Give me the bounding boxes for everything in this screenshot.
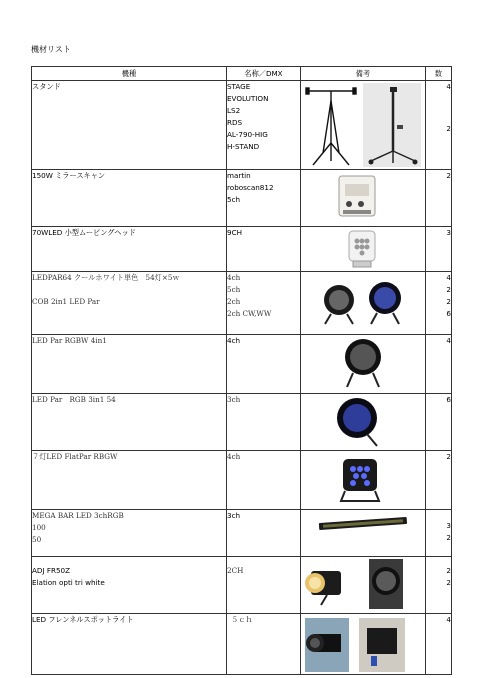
count-cell [426,335,452,394]
dmx-line: 4ch [227,336,241,345]
model-cell [32,614,227,675]
dmx-cell [227,335,301,394]
model-name: ADJ FR50Z [32,566,71,575]
model-name: Elation opti tri white [32,578,105,587]
model-name: LEDPAR64 クールホワイト単色 54灯×5ｗ [32,273,180,282]
count-value: 2 [446,285,451,294]
dmx-cell [227,227,301,272]
model-name: LED Par RGB 3in1 54 [32,395,116,404]
par-can-image [369,282,401,324]
dmx-line: EVOLUTION [227,94,269,103]
count-value: 6 [446,309,451,318]
mirror-scan-photo [301,170,426,226]
fresnel-image [305,571,341,605]
par-rgbw-photo [301,335,426,393]
par-can-photos [301,272,426,334]
model-cell [32,272,227,335]
table-row [32,451,452,510]
header-name-dmx: 名称／DMX [227,67,301,81]
count-value: 2 [446,297,451,306]
par-rgb-photo [301,394,426,450]
dmx-line: RDS [227,118,243,127]
photo-cell [301,227,426,272]
led-fresnel-rear-image [359,618,405,672]
fresnel-photos [301,557,426,613]
count-cell [426,510,452,557]
model-name: LED フレンネルスポットライト [32,615,134,624]
dmx-line: 3ch [227,511,241,520]
model-cell [32,557,227,614]
table-row [32,394,452,451]
count-cell [426,227,452,272]
table-row [32,335,452,394]
count-value: 4 [446,615,451,624]
count-cell [426,272,452,335]
model-cell [32,394,227,451]
count-value: 4 [446,273,451,282]
count-value: 4 [446,82,451,91]
dmx-line: 3ch [227,395,241,404]
opti-tri-image [369,559,403,609]
dmx-line: 5ch [227,285,241,294]
count-cell [426,557,452,614]
header-notes: 備考 [301,67,426,81]
model-name: COB 2in1 LED Par [32,297,100,306]
count-cell [426,81,452,170]
model-cell [32,451,227,510]
flat-par-photo [301,451,426,509]
count-value: 4 [446,336,451,345]
dmx-line: 2ch [227,297,241,306]
dmx-line: 4ch [227,452,241,461]
count-value: 2 [446,171,451,180]
photo-cell [301,394,426,451]
stand-photos [301,81,426,169]
dmx-line: AL-790-HIG [227,130,268,139]
dmx-cell [227,510,301,557]
table-row [32,170,452,227]
dmx-cell [227,394,301,451]
model-name: MEGA BAR LED 3chRGB [32,511,124,520]
count-value: 2 [446,578,451,587]
count-cell [426,451,452,510]
photo-cell [301,614,426,675]
photo-cell [301,272,426,335]
count-value: 6 [446,395,451,404]
dmx-cell [227,170,301,227]
model-name: 100 [32,523,46,532]
dmx-line: ５ｃｈ [231,615,253,624]
header-count: 数 [426,67,452,81]
dmx-line: 9CH [227,228,242,237]
count-value: 2 [446,124,451,133]
dmx-line: 4ch [227,273,241,282]
moving-head-photo [301,227,426,271]
model-cell [32,227,227,272]
dmx-cell [227,614,301,675]
table-row [32,557,452,614]
header-model: 機種 [32,67,227,81]
dmx-line: LS2 [227,106,241,115]
page-title: 機材リスト [31,45,71,54]
t-bar-stand-image [306,88,356,165]
equipment-table [31,66,452,675]
count-cell [426,170,452,227]
model-cell [32,170,227,227]
photo-cell [301,557,426,614]
model-name: 50 [32,535,42,544]
model-cell [32,335,227,394]
photo-cell [301,510,426,557]
table-row [32,227,452,272]
dmx-cell [227,81,301,170]
count-value: 3 [446,521,451,530]
dmx-line: 5ch [227,195,241,204]
dmx-line: H-STAND [227,142,260,151]
header-row [32,67,452,81]
dmx-line: 2ch CW,WW [227,309,272,318]
count-cell [426,394,452,451]
led-fresnel-image [305,618,349,672]
model-name: ７灯LED FlatPar RBGW [32,452,118,461]
photo-cell [301,335,426,394]
crank-stand-image [363,83,421,167]
model-name: 70WLED 小型ムービングヘッド [32,228,136,237]
dmx-cell [227,451,301,510]
model-name: スタンド [32,82,61,91]
table-row [32,272,452,335]
model-name: 150W ミラースキャン [32,171,106,180]
dmx-cell [227,557,301,614]
count-value: 2 [446,566,451,575]
count-value: 3 [446,228,451,237]
count-value: 2 [446,452,451,461]
dmx-cell [227,272,301,335]
led-bar-photo [301,510,426,556]
model-cell [32,510,227,557]
photo-cell [301,81,426,170]
count-value: 2 [446,533,451,542]
photo-cell [301,451,426,510]
table-row [32,614,452,675]
dmx-line: martin [227,171,251,180]
dmx-line: roboscan812 [227,183,274,192]
par-can-image [324,285,354,324]
table-row [32,81,452,170]
count-cell [426,614,452,675]
led-fresnel-photos [301,614,426,674]
table-row [32,510,452,557]
photo-cell [301,170,426,227]
dmx-line: STAGE [227,82,251,91]
model-cell [32,81,227,170]
model-name: LED Par RGBW 4in1 [32,336,107,345]
dmx-line: 2CH [227,566,244,575]
